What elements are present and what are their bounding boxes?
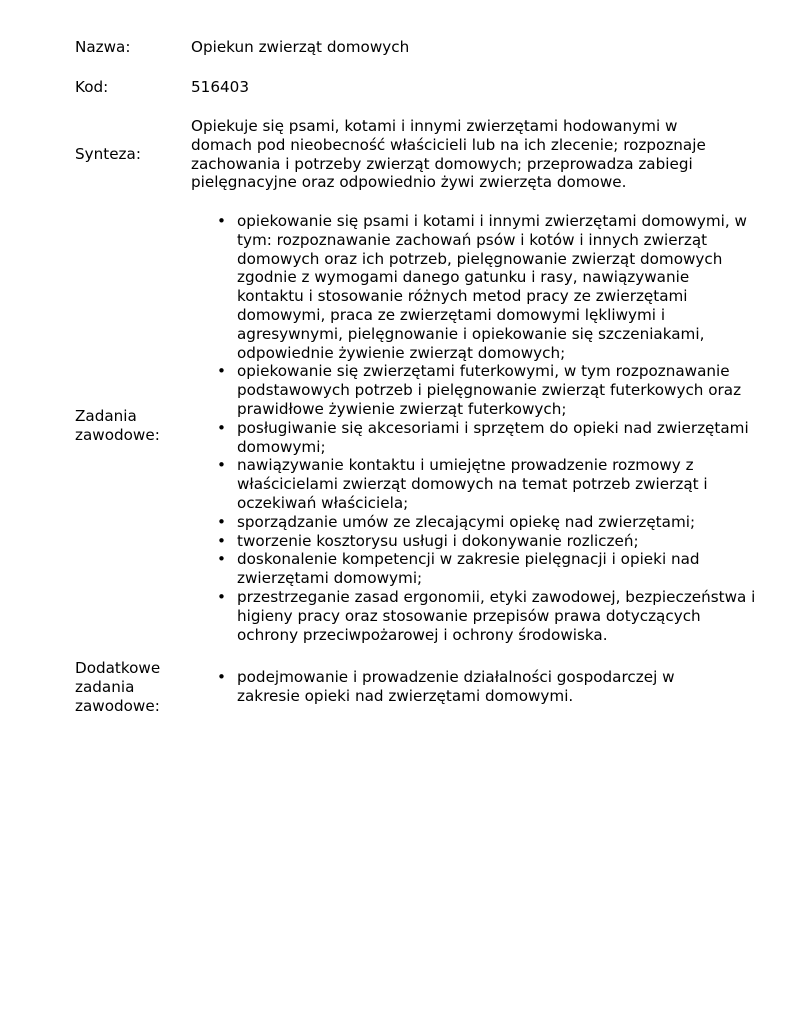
list-item-text: opiekowanie się psami i kotami i innymi zwierzętami domowymi, w tym: rozpoznawanie zachowań psów i kotów i innych zwierząt domowych oraz ich potrzeb, pielęgnowanie zwierząt domowych zgodnie z wymogami danego gatunku i rasy, nawiązywanie kontaktu i stosowanie różnych metod pracy ze zwierzętami domowymi, praca ze zwierzętami domowymi lękliwymi i agresywnymi, pielęgnowanie i opiekowanie się szczeniakami, odpowiednie żywienie zwierząt domowych; xyxy=(237,212,747,362)
synteza-value: Opiekuje się psami, kotami i innymi zwierzętami hodowanymi w domach pod nieobecność właścicieli lub na ich zlecenie; rozpoznaje zachowania i potrzeby zwierząt domowych; przeprowadza zabiegi pielęgnacyjne oraz odpowiednio żywi zwierzęta domowe. xyxy=(191,117,706,192)
zadania-label-line1: Zadania xyxy=(75,407,137,425)
bullet: • xyxy=(217,212,226,230)
list-item xyxy=(191,588,757,644)
list-item-text: posługiwanie się akcesoriami i sprzętem do opieki nad zwierzętami domowymi; xyxy=(237,418,749,456)
list-item xyxy=(191,513,757,532)
bullet: • xyxy=(217,587,226,606)
list-item xyxy=(191,212,757,362)
bullet: • xyxy=(217,550,226,569)
nazwa-value: Opiekun zwierząt domowych xyxy=(191,38,410,56)
bullet: • xyxy=(217,418,226,437)
list-item xyxy=(191,362,757,418)
list-item xyxy=(191,532,757,551)
list-item-text: opiekowanie się zwierzętami futerkowymi, w tym rozpoznawanie podstawowych potrzeb i pielęgnowanie zwierząt futerkowych oraz prawidłowe żywienie zwierząt futerkowych; xyxy=(237,362,742,418)
bullet: • xyxy=(217,362,226,381)
list-item-text: doskonalenie kompetencji w zakresie pielęgnacji i opieki nad zwierzętami domowymi; xyxy=(237,550,700,588)
bullet: • xyxy=(217,512,226,531)
kod-label: Kod: xyxy=(75,78,109,96)
bullet: • xyxy=(217,668,226,686)
dodatkowe-label-line3: zawodowe: xyxy=(75,696,160,715)
nazwa-label: Nazwa: xyxy=(75,38,131,56)
synteza-label: Synteza: xyxy=(75,145,141,163)
bullet: • xyxy=(217,456,226,475)
list-item xyxy=(191,456,757,512)
bullet: • xyxy=(217,531,226,550)
zadania-list xyxy=(191,212,757,644)
list-item-text: przestrzeganie zasad ergonomii, etyki zawodowej, bezpieczeństwa i higieny pracy oraz stosowanie przepisów prawa dotyczących ochrony przeciwpożarowej i ochrony środowiska. xyxy=(237,587,756,644)
list-item xyxy=(191,419,757,457)
list-item xyxy=(191,668,711,706)
dodatkowe-label-line2: zadania xyxy=(75,677,135,696)
dodatkowe-label-line1: Dodatkowe xyxy=(75,659,161,677)
zadania-label-line2: zawodowe: xyxy=(75,425,160,444)
zadania-label xyxy=(75,407,185,445)
list-item xyxy=(191,550,757,588)
dodatkowe-label xyxy=(75,659,185,715)
kod-value: 516403 xyxy=(191,78,249,96)
list-item-text: nawiązywanie kontaktu i umiejętne prowadzenie rozmowy z właścicielami zwierząt domowych na temat potrzeb zwierząt i oczekiwań właściciela; xyxy=(237,456,708,512)
list-item-text: podejmowanie i prowadzenie działalności gospodarczej w zakresie opieki nad zwierzętami domowymi. xyxy=(237,668,675,705)
dodatkowe-list xyxy=(191,668,711,706)
list-item-text: sporządzanie umów ze zlecającymi opiekę nad zwierzętami; xyxy=(237,512,696,531)
list-item-text: tworzenie kosztorysu usługi i dokonywanie rozliczeń; xyxy=(237,531,639,550)
